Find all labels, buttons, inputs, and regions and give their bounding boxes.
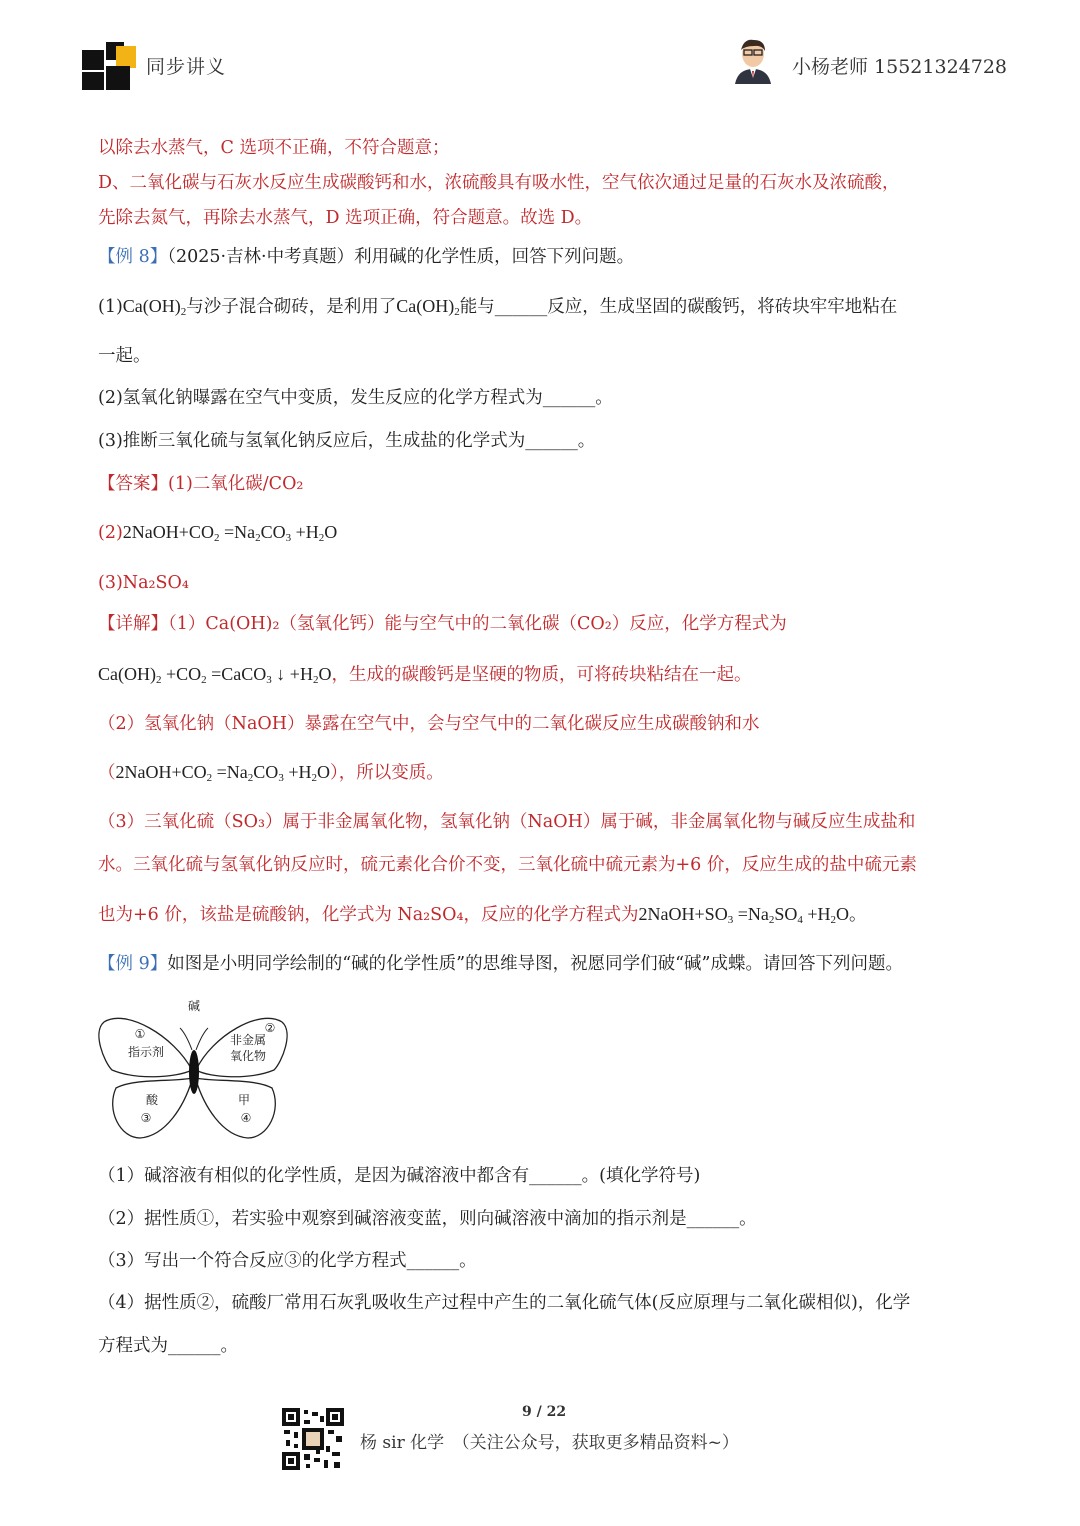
wing-4-label: 甲 [237,1093,251,1107]
wing-2-label: 非金属 [229,1033,267,1047]
wing-2-label: 氧化物 [229,1049,267,1063]
equation: $2NaOH+SO_3 =Na_2SO_4 +H_2O$ [638,904,850,926]
example-9-heading [98,952,903,976]
wing-3-number: ③ [140,1111,152,1125]
butterfly-mind-map [96,998,292,1144]
example-text: （2025·吉林·中考真题）利用碱的化学性质，回答下列问题。 [167,247,635,267]
explanation-line: 以除去水蒸气，C 选项不正确，不符合题意； [98,138,450,158]
equation: $2NaOH+CO_2 =Na_2CO_3 +H_2O$ [122,522,338,544]
explanation-line: D、二氧化碳与石灰水反应生成碳酸钙和水，浓硫酸具有吸水性，空气依次通过足量的石灰水及浓硫酸， [98,173,900,193]
part-1: （1）碱溶液有相似的化学性质，是因为碱溶液中都含有______。(填化学符号) [98,1166,701,1186]
question-1 [98,294,897,324]
equation: $Ca(OH)_2 +CO_2$ =CaCO$_3$ ↓ $+H_2O$ [98,664,332,686]
question-number: (1) [98,297,123,317]
page-number: 9 / 22 [522,1404,567,1420]
part-3: （3）写出一个符合反应③的化学方程式______。 [98,1251,477,1271]
detail-text: ，生成的碳酸钙是坚硬的物质，可将砖块粘结在一起。 [331,665,752,685]
question-1-cont: 一起。 [98,346,151,366]
explanation-line: 先除去氮气，再除去水蒸气，D 选项正确，符合题意。故选 D。 [98,208,593,228]
question-3: (3)推断三氧化硫与氢氧化钠反应后，生成盐的化学式为______。 [98,431,596,451]
equation: $2NaOH+CO_2 =Na_2CO_3 +H_2O$ [115,762,330,784]
detail-3-end [98,902,867,932]
detail-tag: 【详解】 [98,614,168,634]
wing-1-number: ① [134,1027,146,1041]
logo-icon [82,42,136,90]
detail-1-cont [98,662,751,692]
question-2: (2)氢氧化钠曝露在空气中变质，发生反应的化学方程式为______。 [98,388,613,408]
wing-4-number: ④ [240,1111,252,1125]
header-title: 同步讲义 [146,56,227,78]
part-4: （4）据性质②，硫酸厂常用石灰乳吸收生产过程中产生的二氧化硫气体(反应原理与二氧化碳相似)，化学 [98,1293,911,1313]
footer-text: 杨 sir 化学 （关注公众号，获取更多精品资料~） [360,1433,739,1453]
formula: $Ca(OH)_2$ [122,296,187,318]
detail-3-cont: 水。三氧化硫与氢氧化钠反应时，硫元素化合价不变，三氧化硫中硫元素为+6 价，反应生成的盐中硫元素 [98,855,917,875]
butterfly-top-label: 碱 [187,999,201,1013]
answer-2 [98,520,337,550]
detail-text: （1）Ca(OH)₂（氢氧化钙）能与空气中的二氧化碳（CO₂）反应，化学方程式为 [168,614,787,634]
detail-3: （3）三氧化硫（SO₃）属于非金属氧化物，氢氧化钠（NaOH）属于碱，非金属氧化物与碱反应生成盐和 [98,812,916,832]
answer-3: (3)Na₂SO₄ [98,573,189,593]
wing-3-label: 酸 [145,1093,159,1107]
detail-2: （2）氢氧化钠（NaOH）暴露在空气中，会与空气中的二氧化碳反应生成碳酸钠和水 [98,714,760,734]
paren: （ [98,763,116,783]
teacher-avatar-icon [732,38,774,84]
qr-code-icon[interactable] [282,1408,344,1470]
answer-tag: 【答案】 [98,474,168,494]
formula: $Ca(OH)_2$ [396,296,460,318]
part-4-cont: 方程式为______。 [98,1336,238,1356]
detail-2-cont [98,760,444,790]
part-2: （2）据性质①，若实验中观察到碱溶液变蓝，则向碱溶液中滴加的指示剂是______。 [98,1209,757,1229]
example-tag: 【例 8】 [98,247,168,267]
teacher-contact: 小杨老师 15521324728 [792,56,1008,78]
page-header [0,0,1080,110]
detail-1 [98,612,787,636]
detail-text: ），所以变质。 [329,763,444,783]
wing-1-label: 指示剂 [127,1045,165,1059]
detail-text: 也为+6 价，该盐是硫酸钠，化学式为 Na₂SO₄，反应的化学方程式为 [98,905,639,925]
example-8-heading [98,245,634,269]
answer-1: (1)二氧化碳/CO₂ [168,474,304,494]
example-text: 如图是小明同学绘制的“碱的化学性质”的思维导图，祝愿同学们破“碱”成蝶。请回答下列问题。 [167,954,903,974]
question-text: 与沙子混合砌砖，是利用了 [186,297,397,317]
answer-number: (2) [98,523,123,543]
question-text: 能与______反应，生成坚固的碳酸钙，将砖块牢牢地粘在 [459,297,898,317]
period: 。 [849,905,867,925]
wing-2-number: ② [264,1021,276,1035]
answer-heading [98,472,303,496]
example-tag: 【例 9】 [98,954,168,974]
